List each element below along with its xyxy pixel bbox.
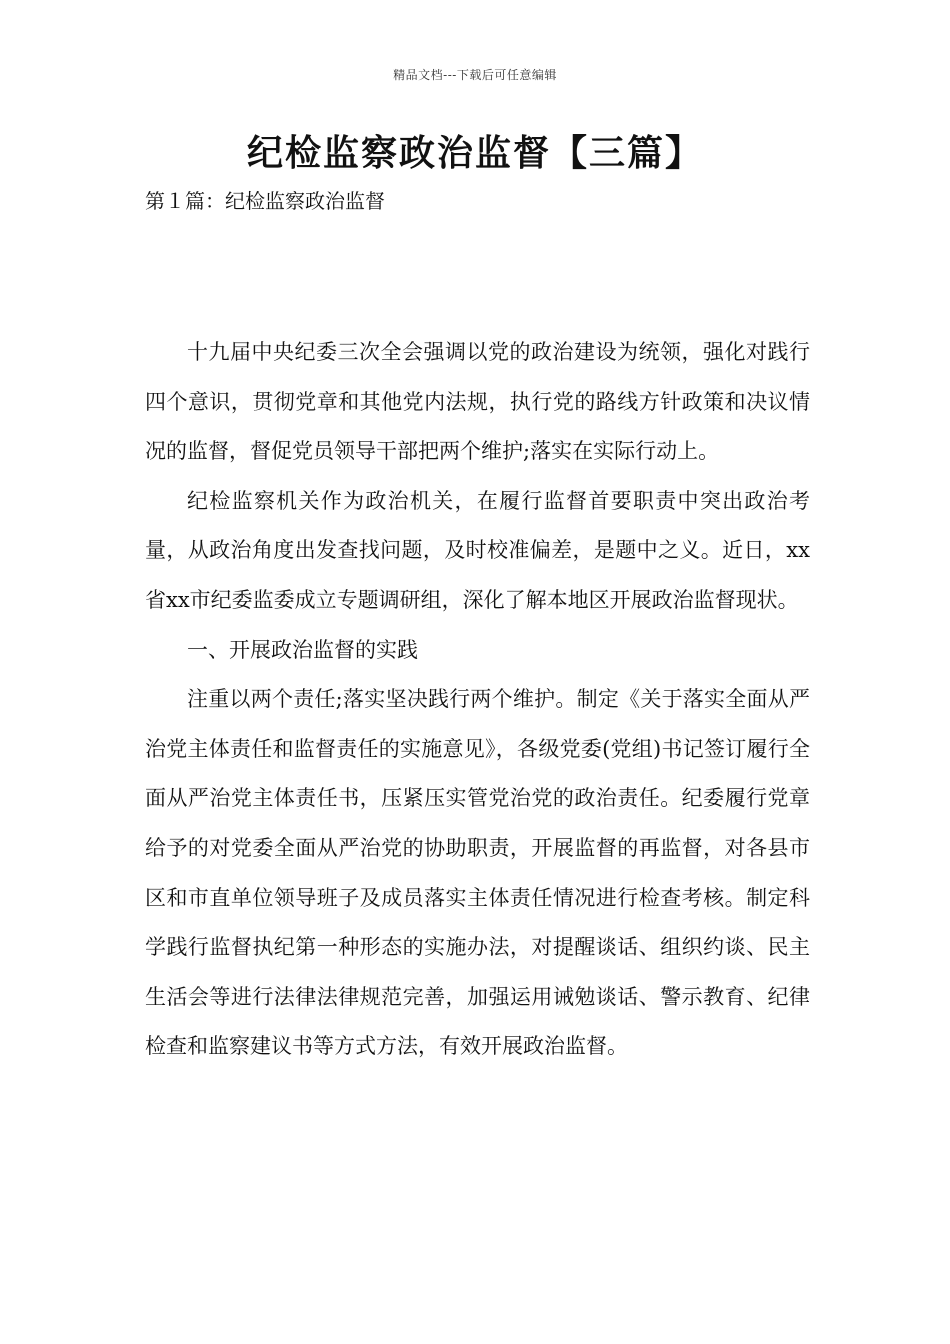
body-paragraph: 注重以两个责任;落实坚决践行两个维护。制定《关于落实全面从严治党主体责任和监督责任的实施意见》，各级党委(党组)书记签订履行全面从严治党主体责任书，压紧压实管党治党的政治责任。纪委履行党章给予的对党委全面从严治党的协助职责，开展监督的再监督，对各县市区和市直单位领导班子及成员落实主体责任情况进行检查考核。制定科学践行监督执纪第一种形态的实施办法，对提醒谈话、组织约谈、民主生活会等进行法律法律规范完善，加强运用诫勉谈话、警示教育、纪律检查和监察建议书等方式方法，有效开展政治监督。 [145,687,810,1059]
document-subtitle: 第１篇：纪检监察政治监督 [145,189,385,213]
body-paragraph: 十九届中央纪委三次全会强调以党的政治建设为统领，强化对践行四个意识，贯彻党章和其他党内法规，执行党的路线方针政策和决议情况的监督，督促党员领导干部把两个维护;落实在实际行动上。 [145,340,810,464]
section-heading: 一、开展政治监督的实践 [187,637,418,662]
page-header-note: 精品文档---下载后可任意编辑 [393,68,557,82]
body-paragraph: 纪检监察机关作为政治机关，在履行监督首要职责中突出政治考量，从政治角度出发查找问题，及时校准偏差，是题中之义。近日，xx省xx市纪委监委成立专题调研组，深化了解本地区开展政治监督现状。 [145,488,810,612]
document-body [145,328,810,1072]
document-title: 纪检监察政治监督【三篇】 [246,132,703,174]
